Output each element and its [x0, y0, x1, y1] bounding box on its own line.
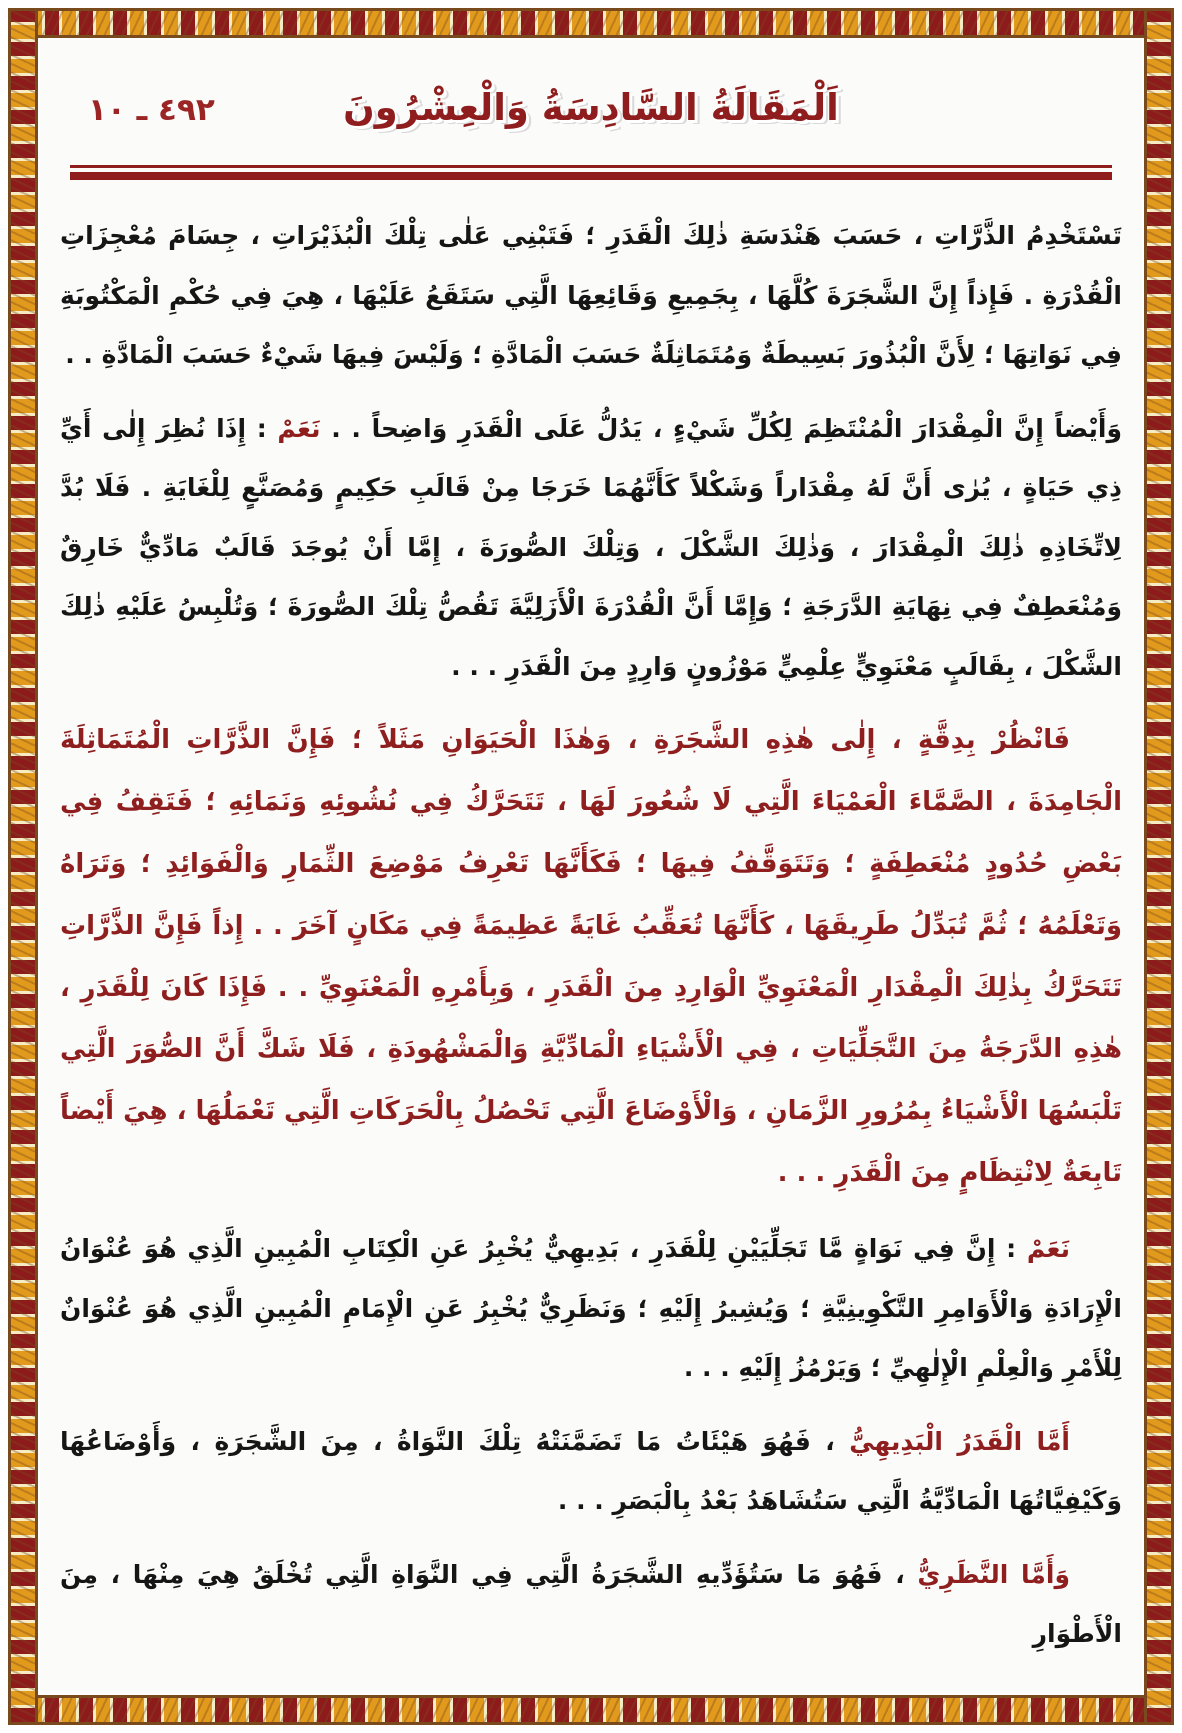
text-segment: تَسْتَخْدِمُ الذَّرَّاتِ ، حَسَبَ هَنْدَسَةِ ذٰلِكَ الْقَدَرِ ؛ فَتَبْنِي عَلٰى تِلْكَ الْبُذَيْرَاتِ ، جِسَامَ مُعْجِزَاتِ الْقُدْرَةِ . فَإِذاً إِنَّ الشَّجَرَةَ كُلَّهَا ، بِجَمِيعِ وَقَائِعِهَا الَّتِي سَتَقَعُ عَلَيْهَا ، هِيَ فِي حُكْمِ الْمَكْتُوبَةِ فِي نَوَاتِهَا ؛ لِأَنَّ الْبُذُورَ بَسِيطَةٌ وَمُتَمَاثِلَةٌ حَسَبَ الْمَادَّةِ ؛ وَلَيْسَ فِيهَا شَيْءٌ حَسَبَ الْمَادَّةِ . .	[60, 221, 1122, 369]
page-title: اَلْمَقَالَةُ السَّادِسَةُ وَالْعِشْرُونَ	[343, 86, 839, 129]
text-segment: : إِذَا نُظِرَ إِلٰى أَيِّ ذِي حَيَاةٍ ، يُرٰى أَنَّ لَهُ مِقْدَاراً وَشَكْلاً كَأَنَّهُمَا خَرَجَا مِنْ قَالَبِ حَكِيمٍ وَمُصَنَّعٍ لِلْغَايَةِ . فَلَا بُدَّ لِاتِّخَاذِهِ ذٰلِكَ الْمِقْدَارَ ، وَذٰلِكَ الشَّكْلَ ، وَتِلْكَ الصُّورَةَ ، إِمَّا أَنْ يُوجَدَ قَالَبٌ مَادِّيٌّ خَارِقٌ وَمُنْعَطِفٌ فِي نِهَايَةِ الدَّرَجَةِ ؛ وَإِمَّا أَنَّ الْقُدْرَةَ الْأَزَلِيَّةَ تَقُصُّ تِلْكَ الصُّورَةَ ؛ وَتُلْبِسُ عَلَيْهِ ذٰلِكَ الشَّكْلَ ، بِقَالَبٍ مَعْنَوِيٍّ عِلْمِيٍّ مَوْزُونٍ وَارِدٍ مِنَ الْقَدَرِ . . .	[60, 413, 1122, 681]
paragraph	[60, 1412, 1122, 1531]
paragraph	[60, 710, 1122, 1205]
text-segment-red: نَعَمْ	[277, 413, 321, 443]
paragraph	[60, 1219, 1122, 1398]
paragraph	[60, 1545, 1122, 1664]
text-segment-red: وَأَمَّا النَّظَرِيُّ	[917, 1559, 1070, 1589]
ornamental-border-top	[8, 8, 1174, 38]
paragraph	[60, 206, 1122, 385]
body-text	[60, 206, 1122, 1664]
page-header	[60, 48, 1122, 180]
page-content	[40, 40, 1142, 1693]
ornamental-border-bottom	[8, 1695, 1174, 1725]
ornamental-border-right	[1144, 8, 1174, 1725]
header-rule	[70, 165, 1112, 180]
ornamental-border-left	[8, 8, 38, 1725]
text-segment: وَأَيْضاً إِنَّ الْمِقْدَارَ الْمُنْتَظِمَ لِكُلِّ شَيْءٍ ، يَدُلُّ عَلَى الْقَدَرِ وَاضِحاً . .	[320, 413, 1122, 443]
text-segment: ، فَهُوَ هَيْئَاتُ مَا تَضَمَّنَتْهُ تِلْكَ النَّوَاةُ ، مِنَ الشَّجَرَةِ ، وَأَوْضَاعُهَا وَكَيْفِيَّاتُهَا الْمَادِّيَّةُ الَّتِي سَتُشَاهَدُ بَعْدُ بِالْبَصَرِ . . .	[60, 1426, 1122, 1515]
text-segment-red: أَمَّا الْقَدَرُ الْبَدِيهِيُّ	[849, 1426, 1070, 1456]
text-segment-red: فَانْظُرْ بِدِقَّةٍ ، إِلٰى هٰذِهِ الشَّجَرَةِ ، وَهٰذَا الْحَيَوَانِ مَثَلاً ؛ فَإِنَّ الذَّرَّاتِ الْمُتَمَاثِلَةَ الْجَامِدَةَ ، الصَّمَّاءَ الْعَمْيَاءَ الَّتِي لَا شُعُورَ لَهَا ، تَتَحَرَّكُ فِي نُشُوئِهِ وَنَمَائِهِ ؛ فَتَقِفُ فِي بَعْضِ حُدُودٍ مُنْعَطِفَةٍ ؛ وَتَتَوَقَّفُ فِيهَا ؛ فَكَأَنَّهَا تَعْرِفُ مَوْضِعَ الثِّمَارِ وَالْفَوَائِدِ ؛ وَتَرَاهُ وَتَعْلَمُهُ ؛ ثُمَّ تُبَدِّلُ طَرِيقَهَا ، كَأَنَّهَا تُعَقِّبُ غَايَةً عَظِيمَةً فِي مَكَانٍ آخَرَ . . إِذاً فَإِنَّ الذَّرَّاتِ تَتَحَرَّكُ بِذٰلِكَ الْمِقْدَارِ الْمَعْنَوِيِّ الْوَارِدِ مِنَ الْقَدَرِ ، وَبِأَمْرِهِ الْمَعْنَوِيِّ . . فَإِذَا كَانَ لِلْقَدَرِ ، هٰذِهِ الدَّرَجَةُ مِنَ التَّجَلِّيَاتِ ، فِي الْأَشْيَاءِ الْمَادِّيَّةِ وَالْمَشْهُودَةِ ، فَلَا شَكَّ أَنَّ الصُّوَرَ الَّتِي تَلْبَسُهَا الْأَشْيَاءُ بِمُرُورِ الزَّمَانِ ، وَالْأَوْضَاعَ الَّتِي تَحْصُلُ بِالْحَرَكَاتِ الَّتِي تَعْمَلُهَا ، هِيَ أَيْضاً تَابِعَةٌ لِانْتِظَامٍ مِنَ الْقَدَرِ . . .	[60, 725, 1122, 1189]
text-segment-red: نَعَمْ	[1026, 1234, 1070, 1263]
paragraph	[60, 399, 1122, 697]
text-segment: ، فَهُوَ مَا سَتُؤَدِّيهِ الشَّجَرَةُ الَّتِي فِي النَّوَاةِ الَّتِي تُخْلَقُ هِيَ مِنْهَا ، مِنَ الْأَطْوَارِ	[60, 1559, 1122, 1648]
text-segment: : إِنَّ فِي نَوَاةٍ مَّا تَجَلِّيَيْنِ لِلْقَدَرِ ، بَدِيهِيٌّ يُخْبِرُ عَنِ الْكِتَابِ الْمُبِينِ الَّذِي هُوَ عُنْوَانُ الْإِرَادَةِ وَالْأَوَامِرِ التَّكْوِينِيَّةِ ؛ وَيُشِيرُ إِلَيْهِ ؛ وَنَظَرِيٌّ يُخْبِرُ عَنِ الْإِمَامِ الْمُبِينِ الَّذِي هُوَ عُنْوَانٌ لِلْأَمْرِ وَالْعِلْمِ الْإِلٰهِيِّ ؛ وَيَرْمُزُ إِلَيْهِ . . .	[60, 1234, 1122, 1382]
page-number: ٤٩٢ ـ ١٠	[88, 92, 215, 128]
